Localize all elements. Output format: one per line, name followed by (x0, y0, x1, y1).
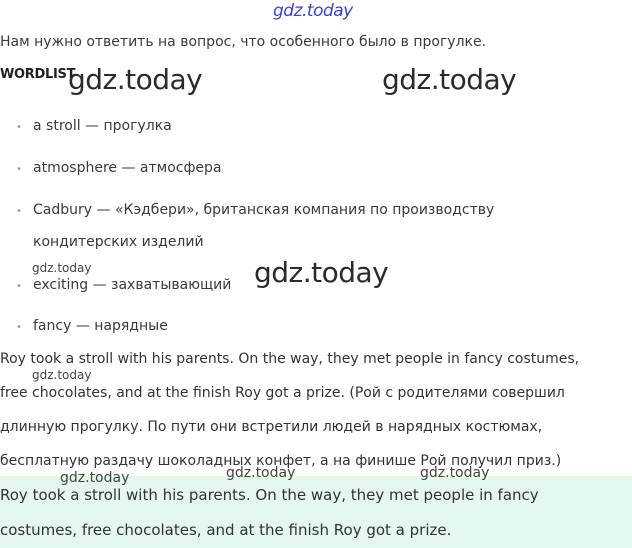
bullet-icon: • (16, 206, 22, 217)
paragraph-line: Roy took a stroll with his parents. On the way, they met people in fancy costumes, (0, 351, 580, 367)
word-entry-continuation: кондитерских изделий (33, 234, 204, 250)
word-entry: a stroll — прогулка (33, 118, 172, 134)
wordlist-heading: WORDLIST (0, 67, 76, 82)
bullet-icon: • (16, 322, 22, 333)
watermark-small: gdz.today (226, 465, 296, 481)
watermark-large: gdz.today (382, 63, 517, 96)
bullet-icon: • (16, 164, 22, 175)
word-entry: fancy — нарядные (33, 318, 168, 334)
bullet-icon: • (16, 122, 22, 133)
watermark-small: gdz.today (420, 465, 490, 481)
watermark-top: gdz.today (273, 1, 353, 21)
answer-line: Roy took a stroll with his parents. On the way, they met people in fancy (0, 486, 539, 504)
watermark-small: gdz.today (32, 368, 92, 382)
watermark-small: gdz.today (32, 261, 92, 275)
answer-line: costumes, free chocolates, and at the finish Roy got a prize. (0, 521, 452, 539)
bullet-icon: • (16, 281, 22, 292)
story-paragraph (0, 342, 632, 481)
watermark-large: gdz.today (254, 256, 389, 289)
paragraph-line: бесплатную раздачу шоколадных конфет, а на финише Рой получил приз.) (0, 453, 562, 469)
paragraph-line: free chocolates, and at the finish Roy got a prize. (Рой с родителями совершил (0, 385, 565, 401)
paragraph-line: длинную прогулку. По пути они встретили людей в нарядных костюмах, (0, 419, 543, 435)
watermark-large: gdz.today (68, 63, 203, 96)
word-entry: atmosphere — атмосфера (33, 160, 222, 176)
watermark-small: gdz.today (60, 470, 130, 486)
answer-text (0, 478, 620, 548)
word-entry: exciting — захватывающий (33, 277, 232, 293)
word-entry: Cadbury — «Кэдбери», британская компания по производству (33, 202, 495, 218)
intro-text: Нам нужно ответить на вопрос, что особенного было в прогулке. (0, 34, 487, 50)
answer-box (0, 476, 632, 548)
